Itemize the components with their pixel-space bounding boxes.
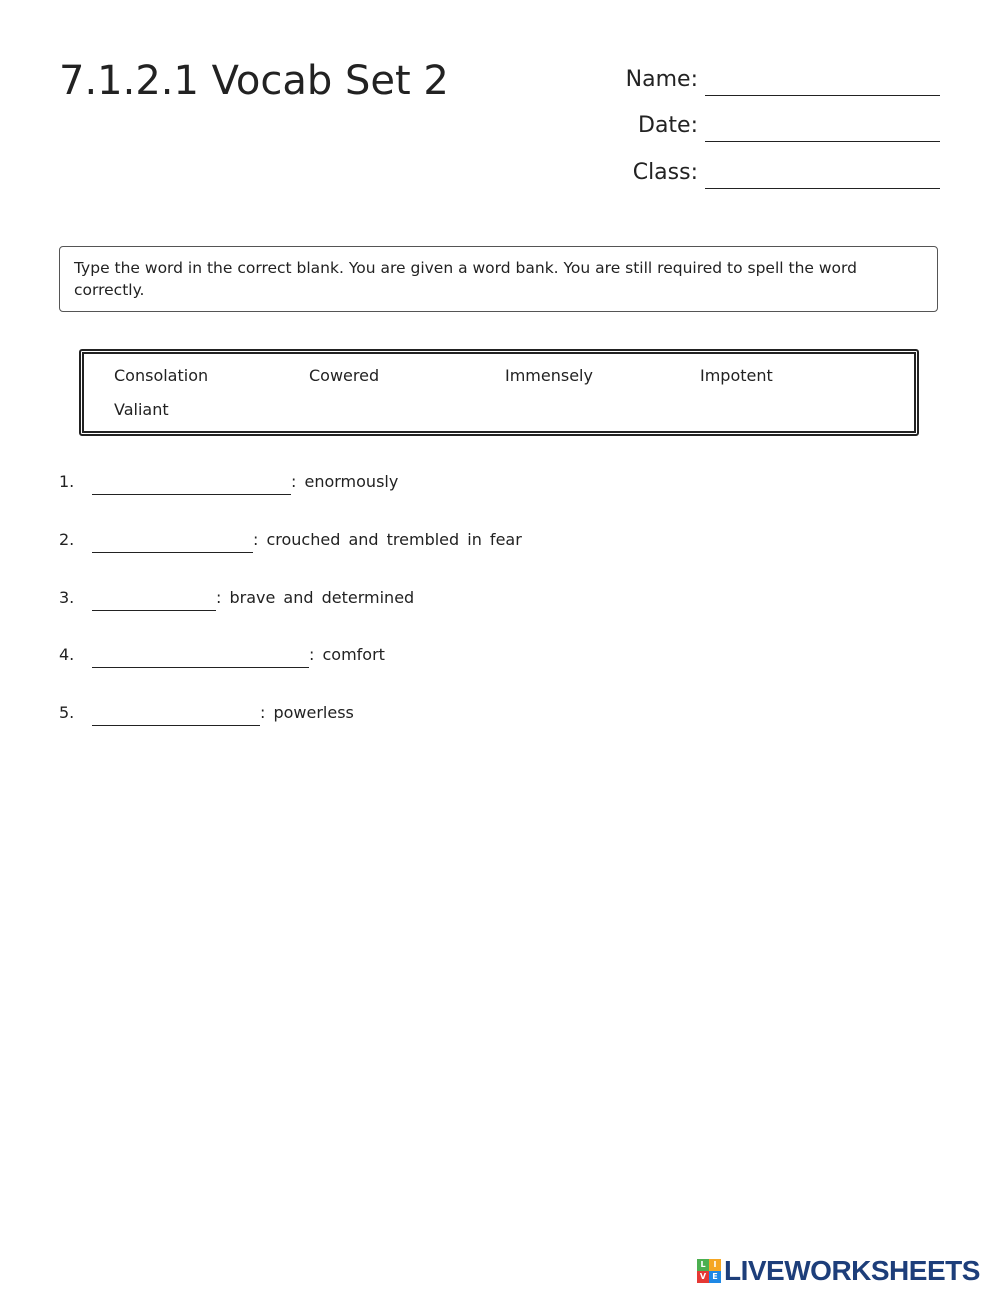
question-number: 1. (59, 472, 75, 491)
instructions-box (59, 246, 938, 312)
date-field-row (560, 102, 940, 142)
question-definition: : powerless (260, 703, 354, 722)
word-bank-item: Valiant (114, 400, 169, 419)
date-label: Date: (638, 113, 698, 138)
instructions-text: Type the word in the correct blank. You are given a word bank. You are still required to spell the word correctly. (74, 259, 857, 299)
question-definition: : brave and determined (216, 588, 415, 607)
name-label: Name: (625, 67, 698, 92)
question-row (59, 472, 859, 498)
logo-mark-letter: L (697, 1259, 709, 1271)
question-row (59, 645, 859, 671)
logo-mark-icon (697, 1259, 721, 1283)
word-bank-item: Consolation (114, 366, 209, 385)
question-definition: : comfort (309, 645, 385, 664)
question-number: 2. (59, 530, 75, 549)
date-input-line[interactable] (705, 141, 940, 142)
question-number: 4. (59, 645, 75, 664)
question-row (59, 703, 859, 729)
answer-blank-4[interactable] (92, 645, 309, 668)
logo-text: LIVEWORKSHEETS (724, 1255, 980, 1286)
logo-mark-letter: I (709, 1259, 721, 1271)
answer-blank-3[interactable] (92, 588, 216, 611)
answer-blank-1[interactable] (92, 472, 291, 495)
word-bank-item: Immensely (505, 366, 593, 385)
class-input-line[interactable] (705, 188, 940, 189)
word-bank-item: Cowered (309, 366, 380, 385)
question-definition: : crouched and trembled in fear (253, 530, 522, 549)
word-bank-item: Impotent (700, 366, 773, 385)
question-number: 3. (59, 588, 75, 607)
word-bank (79, 349, 919, 436)
logo-mark-letter: E (709, 1271, 721, 1283)
question-row (59, 588, 859, 614)
class-label: Class: (632, 160, 698, 185)
name-field-row (560, 56, 940, 96)
question-row (59, 530, 859, 556)
question-definition: : enormously (291, 472, 399, 491)
worksheet-title: 7.1.2.1 Vocab Set 2 (59, 58, 449, 104)
question-number: 5. (59, 703, 75, 722)
liveworksheets-logo[interactable] (697, 1256, 980, 1286)
logo-mark-letter: V (697, 1271, 709, 1283)
name-input-line[interactable] (705, 95, 940, 96)
answer-blank-2[interactable] (92, 530, 253, 553)
class-field-row (560, 149, 940, 189)
answer-blank-5[interactable] (92, 703, 260, 726)
